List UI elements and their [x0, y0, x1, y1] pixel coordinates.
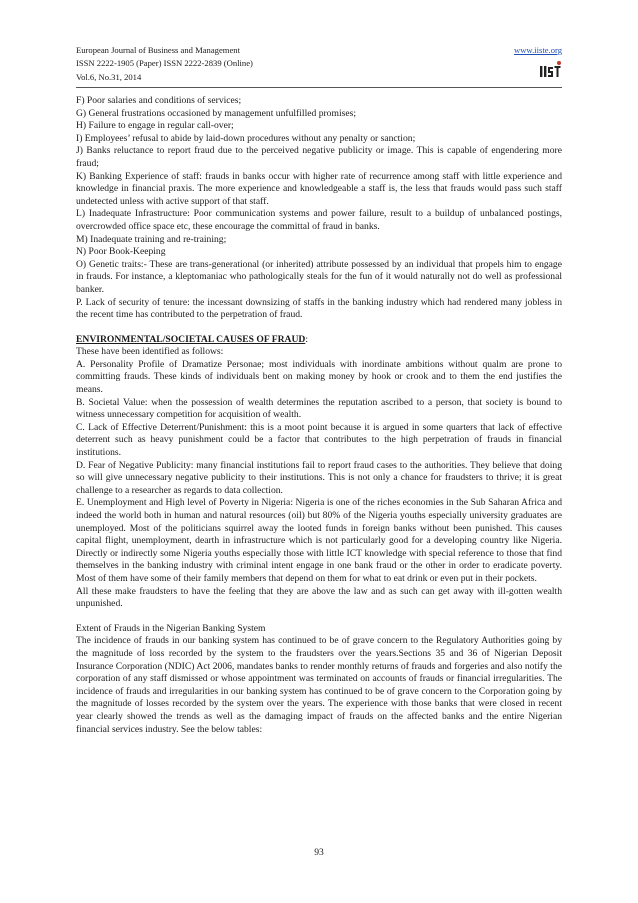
list-item: A. Personality Profile of Dramatize Personae; most individuals with inordinate ambitions without qualm are prone to committing frauds. These kinds of individuals bent on making money by hook or crook and to them the end justifies the means.: [76, 358, 562, 396]
section-intro: These have been identified as follows:: [76, 346, 224, 358]
header-rule: [76, 87, 562, 88]
journal-title: European Journal of Business and Management: [76, 45, 240, 55]
section-heading-line: ENVIRONMENTAL/SOCIETAL CAUSES OF FRAUD:: [76, 333, 308, 345]
list-item: F) Poor salaries and conditions of services;: [76, 95, 242, 106]
journal-url-link[interactable]: www.iiste.org: [514, 45, 562, 55]
list-item: I) Employees’ refusal to abide by laid-down procedures without any penalty or sanction;: [76, 132, 416, 144]
list-item: C. Lack of Effective Deterrent/Punishment: this is a moot point because it is argued in some quarters that lack of effective deterrent such as heavy punishment could be a factor that contributes to the high perpetration of frauds in financial institutions.: [76, 421, 562, 459]
list-item: K) Banking Experience of staff: frauds in banks occur with higher rate of recurrence among staff with little experience and knowledge in financial praxis. The more experience and knowledgeable a staff is, the less that frauds would pass such staff undetected unless with active support of that staff.: [76, 170, 562, 207]
page-header: [76, 44, 562, 84]
list-item: J) Banks reluctance to report fraud due to the perceived negative publicity or image. This is capable of engendering more fraud;: [76, 145, 562, 169]
list-item: E. Unemployment and High level of Poverty in Nigeria: Nigeria is one of the riches economies in the Sub Saharan Africa and indeed the world both in human and natural resources (oil) but 80% of the Nigeria youths especially university graduates are unemployed. Most of the politicians squirrel away the looted funds in foreign banks without been punished. This causes capital flight, unemployment, dearth in infrastructure which is not particularly good for a developing country like Nigeria. Directly or indirectly some Nigeria youths especially those with little ICT knowledge with special reference to those that find themselves in the banking industry with criminal intent engage in one bank fraud or the other in order to eradicate poverty. Most of them have some of their family members that depend on them for what to eat drink or even put in their pockets.: [76, 497, 562, 584]
list-item: G) General frustrations occasioned by management unfulfilled promises;: [76, 107, 356, 119]
list-item: M) Inadequate training and re-training;: [76, 233, 227, 245]
body-paragraph: The incidence of frauds in our banking system has continued to be of grave concern to the Regulatory Authorities going by the magnitude of loss recorded by the system to the fraudsters over the years.Sections 35 and 36 of Nigerian Deposit Insurance Corporation (NDIC) Act 2006, mandates banks to render monthly returns of frauds and forgeries and also notify the corporation of any staff dismissed or whose appointment was terminated on accounts of frauds or financial irregularities. The incidence of frauds and irregularities in our banking system has continued to be of grave concern to the Corporation going by the magnitude of losses recorded by the system over the years. The experience with those banks that were closed in recent year clearly showed the trends as well as the damaging impact of frauds on the affected banks and the entire Nigerian financial services industry. See the below tables:: [76, 635, 562, 735]
list-item: P. Lack of security of tenure: the incessant downsizing of staffs in the banking industry which had rendered many jobless in the recent time has contributed to the perpetration of fraud.: [76, 296, 562, 321]
section-heading: ENVIRONMENTAL/SOCIETAL CAUSES OF FRAUD: [76, 333, 306, 345]
page-number: 93: [314, 847, 324, 858]
subsection-title: Extent of Frauds in the Nigerian Banking System: [76, 622, 266, 634]
page-body: [76, 95, 562, 736]
iiste-logo-icon: [538, 59, 562, 83]
closing-paragraph: All these make fraudsters to have the feeling that they are above the law and as such can get away with ill-gotten wealth unpunished.: [76, 585, 562, 610]
list-item: B. Societal Value: when the possession of wealth determines the reputation ascribed to a person, that society is bound to witness unnecessary competition for acquisition of wealth.: [76, 396, 562, 421]
list-item: N) Poor Book-Keeping: [76, 246, 166, 258]
issn-line: ISSN 2222-1905 (Paper) ISSN 2222-2839 (Online): [76, 58, 253, 69]
list-item: H) Failure to engage in regular call-over;: [76, 120, 234, 132]
volume-line: Vol.6, No.31, 2014: [76, 71, 142, 82]
list-item: D. Fear of Negative Publicity: many financial institutions fail to report fraud cases to the authorities. They believe that doing so will give unnecessary negative publicity to their institutions. This is not only a chance for fraudsters to thrive; it is great challenge to a researcher as regards to data collection.: [76, 459, 562, 496]
list-item: L) Inadequate Infrastructure: Poor communication systems and power failure, result to a buildup of unbalanced postings, overcrowded office space etc, these encourage the committal of fraud in banks.: [76, 208, 562, 232]
list-item: O) Genetic traits:- These are trans-generational (or inherited) attribute possessed by an individual that propels him to engage in frauds. For instance, a kleptomaniac who pathologically steals for the fun of it would naturally not do well as professional banker.: [76, 258, 562, 295]
